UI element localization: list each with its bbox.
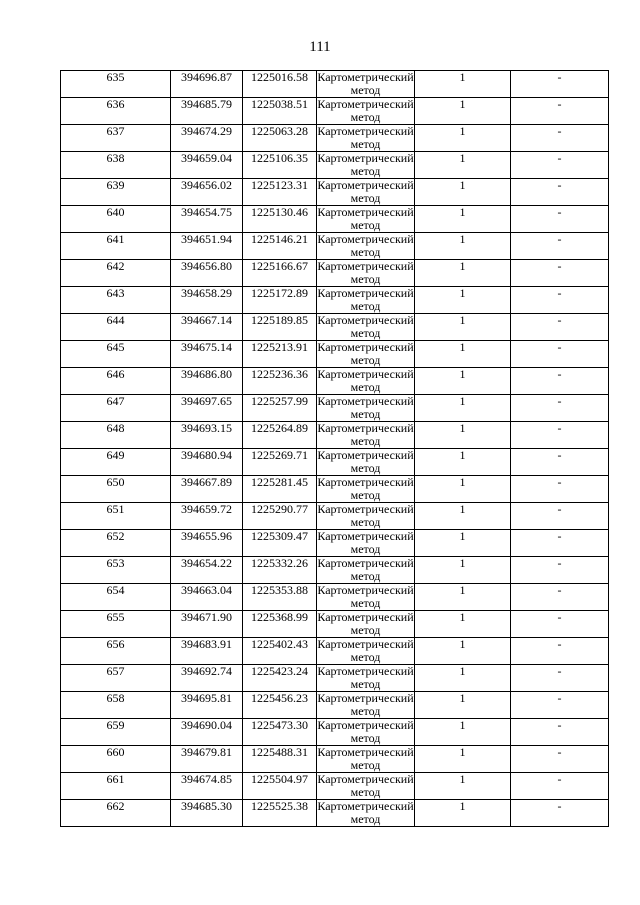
y-coordinate-cell: 1225456.23 bbox=[243, 692, 317, 719]
dash-cell: - bbox=[511, 503, 609, 530]
y-coordinate-cell: 1225257.99 bbox=[243, 395, 317, 422]
point-number-cell: 659 bbox=[61, 719, 171, 746]
table-row bbox=[61, 530, 609, 557]
table-row bbox=[61, 314, 609, 341]
point-number-cell: 662 bbox=[61, 800, 171, 827]
x-coordinate-cell: 394655.96 bbox=[171, 530, 243, 557]
point-number-cell: 644 bbox=[61, 314, 171, 341]
dash-cell: - bbox=[511, 152, 609, 179]
method-cell: Картометрический метод bbox=[317, 286, 414, 313]
count-cell: 1 bbox=[415, 557, 511, 584]
dash-cell: - bbox=[511, 287, 609, 314]
x-coordinate-cell: 394675.14 bbox=[171, 341, 243, 368]
dash-cell: - bbox=[511, 260, 609, 287]
dash-cell: - bbox=[511, 422, 609, 449]
x-coordinate-cell: 394654.22 bbox=[171, 557, 243, 584]
dash-cell: - bbox=[511, 557, 609, 584]
y-coordinate-cell: 1225504.97 bbox=[243, 773, 317, 800]
count-cell: 1 bbox=[415, 314, 511, 341]
point-number-cell: 658 bbox=[61, 692, 171, 719]
method-cell: Картометрический метод bbox=[317, 502, 414, 529]
dash-cell: - bbox=[511, 692, 609, 719]
dash-cell: - bbox=[511, 584, 609, 611]
x-coordinate-cell: 394663.04 bbox=[171, 584, 243, 611]
point-number-cell: 653 bbox=[61, 557, 171, 584]
point-number-cell: 650 bbox=[61, 476, 171, 503]
x-coordinate-cell: 394667.89 bbox=[171, 476, 243, 503]
table-row bbox=[61, 692, 609, 719]
y-coordinate-cell: 1225402.43 bbox=[243, 638, 317, 665]
point-number-cell: 638 bbox=[61, 152, 171, 179]
y-coordinate-cell: 1225525.38 bbox=[243, 800, 317, 827]
count-cell: 1 bbox=[415, 179, 511, 206]
count-cell: 1 bbox=[415, 395, 511, 422]
x-coordinate-cell: 394685.30 bbox=[171, 800, 243, 827]
count-cell: 1 bbox=[415, 692, 511, 719]
y-coordinate-cell: 1225213.91 bbox=[243, 341, 317, 368]
x-coordinate-cell: 394690.04 bbox=[171, 719, 243, 746]
point-number-cell: 635 bbox=[61, 71, 171, 98]
count-cell: 1 bbox=[415, 341, 511, 368]
x-coordinate-cell: 394680.94 bbox=[171, 449, 243, 476]
x-coordinate-cell: 394674.85 bbox=[171, 773, 243, 800]
count-cell: 1 bbox=[415, 530, 511, 557]
dash-cell: - bbox=[511, 773, 609, 800]
x-coordinate-cell: 394679.81 bbox=[171, 746, 243, 773]
table-row bbox=[61, 503, 609, 530]
y-coordinate-cell: 1225309.47 bbox=[243, 530, 317, 557]
method-cell: Картометрический метод bbox=[317, 205, 414, 232]
table-row bbox=[61, 152, 609, 179]
y-coordinate-cell: 1225290.77 bbox=[243, 503, 317, 530]
dash-cell: - bbox=[511, 638, 609, 665]
method-cell: Картометрический метод bbox=[317, 394, 414, 421]
method-cell: Картометрический метод bbox=[317, 178, 414, 205]
table-row bbox=[61, 260, 609, 287]
y-coordinate-cell: 1225332.26 bbox=[243, 557, 317, 584]
dash-cell: - bbox=[511, 719, 609, 746]
table-row bbox=[61, 557, 609, 584]
x-coordinate-cell: 394683.91 bbox=[171, 638, 243, 665]
method-cell: Картометрический метод bbox=[317, 529, 414, 556]
point-number-cell: 647 bbox=[61, 395, 171, 422]
point-number-cell: 657 bbox=[61, 665, 171, 692]
count-cell: 1 bbox=[415, 422, 511, 449]
y-coordinate-cell: 1225172.89 bbox=[243, 287, 317, 314]
x-coordinate-cell: 394651.94 bbox=[171, 233, 243, 260]
point-number-cell: 651 bbox=[61, 503, 171, 530]
table-row bbox=[61, 125, 609, 152]
x-coordinate-cell: 394659.72 bbox=[171, 503, 243, 530]
count-cell: 1 bbox=[415, 719, 511, 746]
count-cell: 1 bbox=[415, 746, 511, 773]
dash-cell: - bbox=[511, 206, 609, 233]
table-row bbox=[61, 746, 609, 773]
x-coordinate-cell: 394658.29 bbox=[171, 287, 243, 314]
method-cell: Картометрический метод bbox=[317, 475, 414, 502]
count-cell: 1 bbox=[415, 503, 511, 530]
method-cell: Картометрический метод bbox=[317, 421, 414, 448]
point-number-cell: 655 bbox=[61, 611, 171, 638]
table-row bbox=[61, 800, 609, 827]
table-row bbox=[61, 422, 609, 449]
dash-cell: - bbox=[511, 179, 609, 206]
method-cell: Картометрический метод bbox=[317, 124, 414, 151]
count-cell: 1 bbox=[415, 368, 511, 395]
count-cell: 1 bbox=[415, 476, 511, 503]
dash-cell: - bbox=[511, 395, 609, 422]
dash-cell: - bbox=[511, 746, 609, 773]
count-cell: 1 bbox=[415, 665, 511, 692]
method-cell: Картометрический метод bbox=[317, 772, 414, 799]
y-coordinate-cell: 1225269.71 bbox=[243, 449, 317, 476]
count-cell: 1 bbox=[415, 773, 511, 800]
point-number-cell: 641 bbox=[61, 233, 171, 260]
method-cell: Картометрический метод bbox=[317, 97, 414, 124]
table-row bbox=[61, 665, 609, 692]
method-cell: Картометрический метод bbox=[317, 664, 414, 691]
y-coordinate-cell: 1225146.21 bbox=[243, 233, 317, 260]
table-row bbox=[61, 449, 609, 476]
x-coordinate-cell: 394654.75 bbox=[171, 206, 243, 233]
method-cell: Картометрический метод bbox=[317, 259, 414, 286]
coordinates-table-body bbox=[61, 71, 609, 827]
point-number-cell: 640 bbox=[61, 206, 171, 233]
point-number-cell: 636 bbox=[61, 98, 171, 125]
table-row bbox=[61, 584, 609, 611]
y-coordinate-cell: 1225423.24 bbox=[243, 665, 317, 692]
dash-cell: - bbox=[511, 233, 609, 260]
table-row bbox=[61, 773, 609, 800]
method-cell: Картометрический метод bbox=[317, 637, 414, 664]
x-coordinate-cell: 394685.79 bbox=[171, 98, 243, 125]
point-number-cell: 639 bbox=[61, 179, 171, 206]
dash-cell: - bbox=[511, 125, 609, 152]
method-cell: Картометрический метод bbox=[317, 745, 414, 772]
point-number-cell: 645 bbox=[61, 341, 171, 368]
count-cell: 1 bbox=[415, 233, 511, 260]
y-coordinate-cell: 1225016.58 bbox=[243, 71, 317, 98]
table-row bbox=[61, 368, 609, 395]
dash-cell: - bbox=[511, 476, 609, 503]
y-coordinate-cell: 1225038.51 bbox=[243, 98, 317, 125]
method-cell: Картометрический метод bbox=[317, 718, 414, 745]
point-number-cell: 661 bbox=[61, 773, 171, 800]
dash-cell: - bbox=[511, 314, 609, 341]
count-cell: 1 bbox=[415, 611, 511, 638]
table-row bbox=[61, 341, 609, 368]
method-cell: Картометрический метод bbox=[317, 556, 414, 583]
y-coordinate-cell: 1225264.89 bbox=[243, 422, 317, 449]
method-cell: Картометрический метод bbox=[317, 340, 414, 367]
y-coordinate-cell: 1225488.31 bbox=[243, 746, 317, 773]
y-coordinate-cell: 1225123.31 bbox=[243, 179, 317, 206]
count-cell: 1 bbox=[415, 98, 511, 125]
dash-cell: - bbox=[511, 98, 609, 125]
dash-cell: - bbox=[511, 800, 609, 827]
count-cell: 1 bbox=[415, 800, 511, 827]
count-cell: 1 bbox=[415, 206, 511, 233]
x-coordinate-cell: 394656.80 bbox=[171, 260, 243, 287]
x-coordinate-cell: 394656.02 bbox=[171, 179, 243, 206]
x-coordinate-cell: 394659.04 bbox=[171, 152, 243, 179]
x-coordinate-cell: 394697.65 bbox=[171, 395, 243, 422]
x-coordinate-cell: 394674.29 bbox=[171, 125, 243, 152]
method-cell: Картометрический метод bbox=[317, 448, 414, 475]
table-row bbox=[61, 98, 609, 125]
dash-cell: - bbox=[511, 611, 609, 638]
point-number-cell: 649 bbox=[61, 449, 171, 476]
x-coordinate-cell: 394671.90 bbox=[171, 611, 243, 638]
x-coordinate-cell: 394695.81 bbox=[171, 692, 243, 719]
method-cell: Картометрический метод bbox=[317, 610, 414, 637]
dash-cell: - bbox=[511, 368, 609, 395]
dash-cell: - bbox=[511, 665, 609, 692]
table-row bbox=[61, 395, 609, 422]
method-cell: Картометрический метод bbox=[317, 232, 414, 259]
method-cell: Картометрический метод bbox=[317, 367, 414, 394]
table-row bbox=[61, 287, 609, 314]
x-coordinate-cell: 394692.74 bbox=[171, 665, 243, 692]
count-cell: 1 bbox=[415, 287, 511, 314]
count-cell: 1 bbox=[415, 152, 511, 179]
method-cell: Картометрический метод bbox=[317, 151, 414, 178]
point-number-cell: 654 bbox=[61, 584, 171, 611]
dash-cell: - bbox=[511, 449, 609, 476]
method-cell: Картометрический метод bbox=[317, 583, 414, 610]
point-number-cell: 648 bbox=[61, 422, 171, 449]
y-coordinate-cell: 1225166.67 bbox=[243, 260, 317, 287]
point-number-cell: 656 bbox=[61, 638, 171, 665]
y-coordinate-cell: 1225353.88 bbox=[243, 584, 317, 611]
y-coordinate-cell: 1225281.45 bbox=[243, 476, 317, 503]
table-row bbox=[61, 611, 609, 638]
table-row bbox=[61, 638, 609, 665]
dash-cell: - bbox=[511, 341, 609, 368]
count-cell: 1 bbox=[415, 638, 511, 665]
point-number-cell: 642 bbox=[61, 260, 171, 287]
count-cell: 1 bbox=[415, 71, 511, 98]
table-row bbox=[61, 233, 609, 260]
table-row bbox=[61, 71, 609, 98]
y-coordinate-cell: 1225130.46 bbox=[243, 206, 317, 233]
dash-cell: - bbox=[511, 71, 609, 98]
method-cell: Картометрический метод bbox=[317, 313, 414, 340]
x-coordinate-cell: 394686.80 bbox=[171, 368, 243, 395]
dash-cell: - bbox=[511, 530, 609, 557]
point-number-cell: 643 bbox=[61, 287, 171, 314]
count-cell: 1 bbox=[415, 449, 511, 476]
count-cell: 1 bbox=[415, 584, 511, 611]
method-cell: Картометрический метод bbox=[317, 691, 414, 718]
point-number-cell: 637 bbox=[61, 125, 171, 152]
y-coordinate-cell: 1225236.36 bbox=[243, 368, 317, 395]
point-number-cell: 646 bbox=[61, 368, 171, 395]
y-coordinate-cell: 1225106.35 bbox=[243, 152, 317, 179]
x-coordinate-cell: 394696.87 bbox=[171, 71, 243, 98]
x-coordinate-cell: 394667.14 bbox=[171, 314, 243, 341]
point-number-cell: 660 bbox=[61, 746, 171, 773]
coordinates-table bbox=[60, 70, 609, 827]
point-number-cell: 652 bbox=[61, 530, 171, 557]
table-row bbox=[61, 476, 609, 503]
count-cell: 1 bbox=[415, 260, 511, 287]
y-coordinate-cell: 1225473.30 bbox=[243, 719, 317, 746]
y-coordinate-cell: 1225368.99 bbox=[243, 611, 317, 638]
x-coordinate-cell: 394693.15 bbox=[171, 422, 243, 449]
table-row bbox=[61, 179, 609, 206]
method-cell: Картометрический метод bbox=[317, 799, 414, 826]
method-cell: Картометрический метод bbox=[317, 70, 414, 97]
table-row bbox=[61, 206, 609, 233]
y-coordinate-cell: 1225063.28 bbox=[243, 125, 317, 152]
page-number: 111 bbox=[309, 39, 331, 55]
count-cell: 1 bbox=[415, 125, 511, 152]
y-coordinate-cell: 1225189.85 bbox=[243, 314, 317, 341]
table-row bbox=[61, 719, 609, 746]
